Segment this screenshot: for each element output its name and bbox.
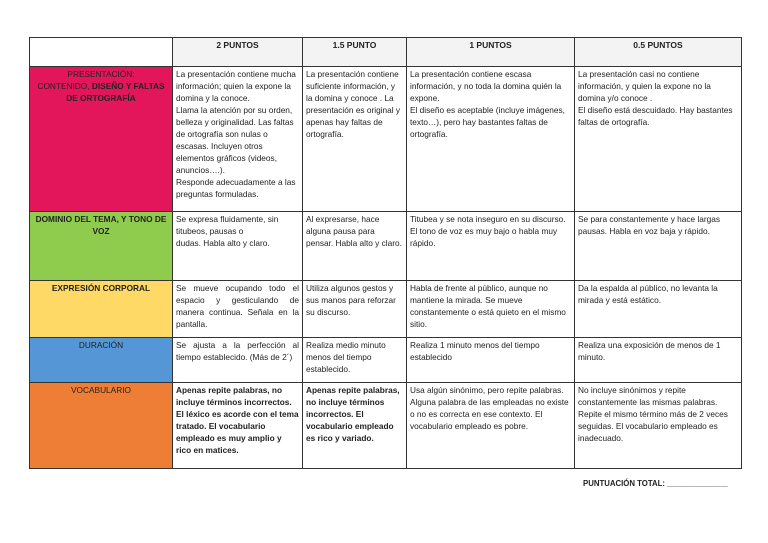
cell-2-puntos: La presentación contiene mucha información; quien la expone la domina y la conoce. Llama la atención por su orden, belleza y originalidad. Las faltas de ortografía son nulas o escasas. Incluyen otros elementos gráficos (videos, anuncios….). Responde adecuadamente a las preguntas formuladas. xyxy=(173,67,303,212)
row-expresion xyxy=(30,281,742,338)
cell-1-5-punto: Al expresarse, hace alguna pausa para pensar. Habla alto y claro. xyxy=(303,212,407,281)
header-0-5-puntos: 0.5 PUNTOS xyxy=(575,38,742,67)
cell-0-5-puntos: Se para constantemente y hace largas pausas. Habla en voz baja y rápido. xyxy=(575,212,742,281)
cell-2-puntos: Se mueve ocupando todo el espacio y gesticulando de manera continua. Señala en la pantalla. xyxy=(173,281,303,338)
cell-2-puntos: Se ajusta a la perfección al tiempo establecido. (Más de 2´) xyxy=(173,338,303,383)
cell-1-puntos: Usa algún sinónimo, pero repite palabras. Alguna palabra de las empleadas no existe o no es correcta en ese contexto. El vocabulario empleado es pobre. xyxy=(407,383,575,469)
header-2-puntos: 2 PUNTOS xyxy=(173,38,303,67)
cell-0-5-puntos: No incluye sinónimos y repite constantemente las mismas palabras. Repite el mismo término más de 2 veces seguidas. El vocabulario empleado es inadecuado. xyxy=(575,383,742,469)
category-label-plain: DURACIÓN xyxy=(78,340,124,350)
cell-0-5-puntos: La presentación casi no contiene información, y quien la expone no la domina y/o conoce . El diseño está descuidado. Hay bastantes faltas de ortografía. xyxy=(575,67,742,212)
cell-1-5-punto: Realiza medio minuto menos del tiempo establecido. xyxy=(303,338,407,383)
cell-0-5-puntos: Da la espalda al público, no levanta la mirada y está estático. xyxy=(575,281,742,338)
header-row xyxy=(30,38,742,67)
header-1-5-punto: 1.5 PUNTO xyxy=(303,38,407,67)
cell-1-5-punto: Utiliza algunos gestos y sus manos para reforzar su discurso. xyxy=(303,281,407,338)
category-dominio xyxy=(30,212,173,281)
category-duracion xyxy=(30,338,173,383)
cell-1-5-punto: La presentación contiene suficiente información, y la domina y conoce . La presentación es original y apenas hay faltas de ortografía. xyxy=(303,67,407,212)
cell-2-puntos: Se expresa fluidamente, sin titubeos, pausas o dudas. Habla alto y claro. xyxy=(173,212,303,281)
row-dominio xyxy=(30,212,742,281)
total-score-label: PUNTUACIÓN TOTAL: ______________ xyxy=(583,479,728,488)
category-label-plain: VOCABULARIO xyxy=(71,385,131,395)
cell-0-5-puntos: Realiza una exposición de menos de 1 minuto. xyxy=(575,338,742,383)
category-label-bold: DOMINIO DEL TEMA, Y TONO DE VOZ xyxy=(35,214,167,237)
row-vocabulario xyxy=(30,383,742,469)
cell-1-puntos: Habla de frente al público, aunque no mantiene la mirada. Se mueve constantemente o está quieto en el mismo sitio. xyxy=(407,281,575,338)
category-label-bold: EXPRESIÓN CORPORAL xyxy=(51,283,151,293)
row-duracion xyxy=(30,338,742,383)
category-expresion xyxy=(30,281,173,338)
category-label-plain: PRESENTACIÓN: CONTENIDO, xyxy=(37,69,135,92)
header-1-puntos: 1 PUNTOS xyxy=(407,38,575,67)
cell-1-puntos: Realiza 1 minuto menos del tiempo establecido xyxy=(407,338,575,383)
cell-2-puntos: Apenas repite palabras, no incluye términos incorrectos. El léxico es acorde con el tema tratado. El vocabulario empleado es muy amplio y rico en matices. xyxy=(173,383,303,469)
category-vocabulario xyxy=(30,383,173,469)
cell-1-5-punto: Apenas repite palabras, no incluye términos incorrectos. El vocabulario empleado es rico y variado. xyxy=(303,383,407,469)
row-presentacion xyxy=(30,67,742,212)
cell-1-puntos: La presentación contiene escasa información, y no toda la domina quién la expone. El diseño es aceptable (incluye imágenes, texto…), pero hay bastantes faltas de ortografía. xyxy=(407,67,575,212)
cell-1-puntos: Titubea y se nota inseguro en su discurso. El tono de voz es muy bajo o habla muy rápido. xyxy=(407,212,575,281)
header-corner xyxy=(30,38,173,67)
rubric-table xyxy=(29,37,742,469)
category-presentacion xyxy=(30,67,173,212)
category-label-bold: DISEÑO Y FALTAS DE ORTOGRAFÍA xyxy=(66,81,165,104)
